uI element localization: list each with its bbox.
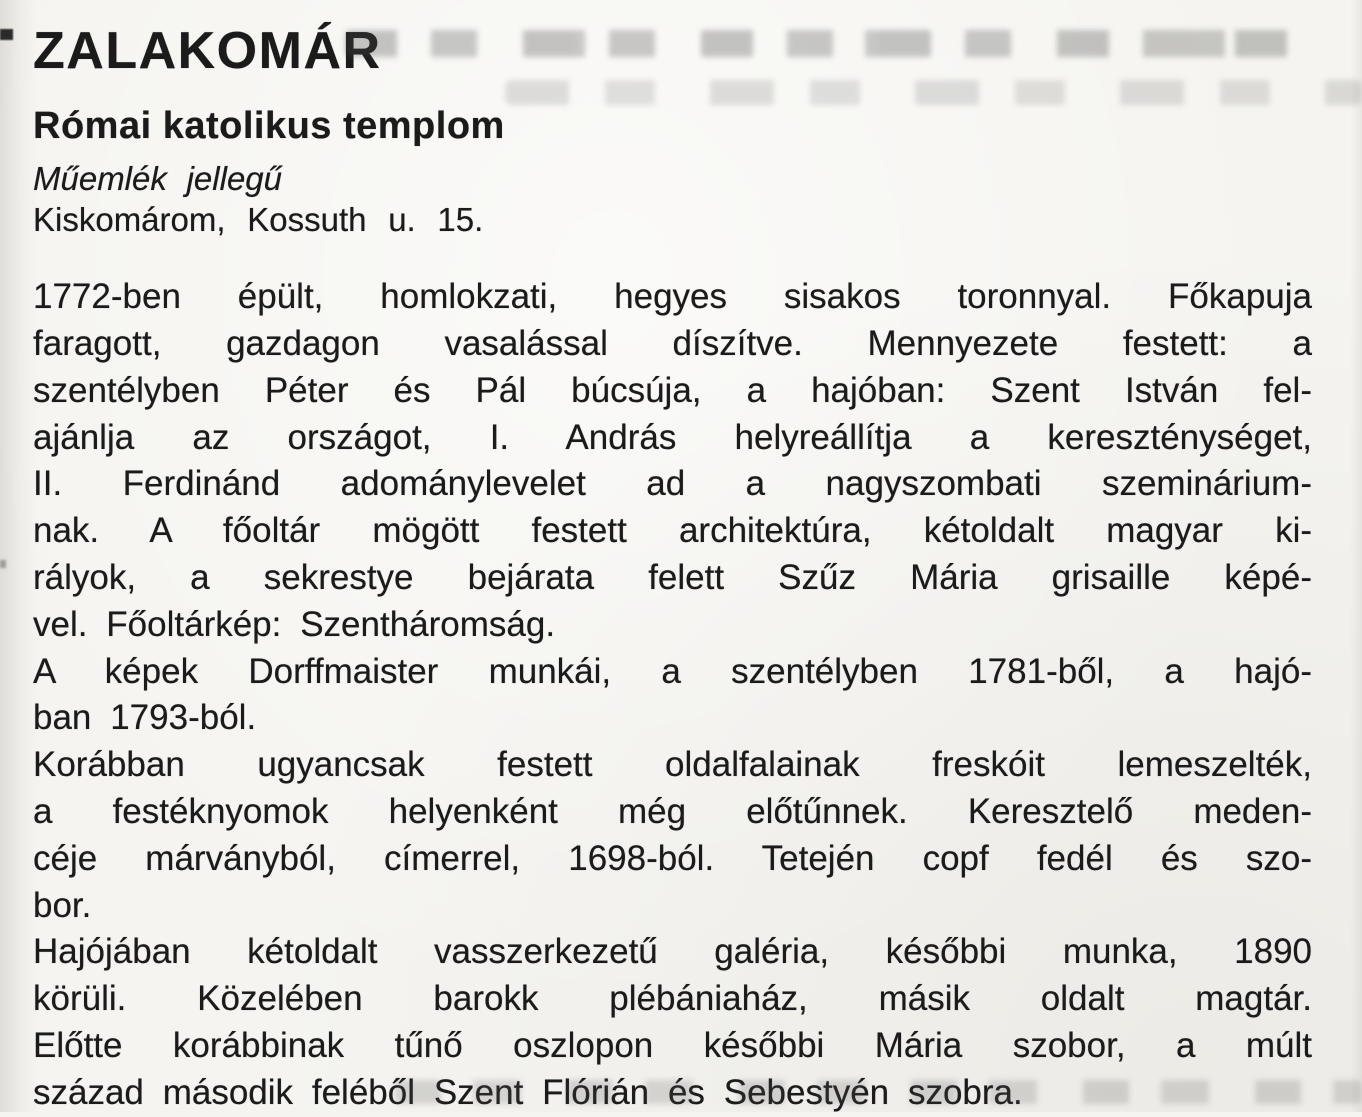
text-line: 1772-ben épült, homlokzati, hegyes sisakos toronnyal. Főkapuja — [33, 277, 1312, 317]
text-line: II. Ferdinánd adománylevelet ad a nagyszombati szeminárium- — [33, 464, 1312, 504]
text-line: ajánlja az országot, I. András helyreállítja a kereszténységet, — [33, 417, 1312, 457]
text-line: szentélyben Péter és Pál búcsúja, a hajóban: Szent István fel- — [33, 370, 1312, 410]
locality-heading: ZALAKOMÁR — [33, 22, 382, 80]
text-line: Hajójában kétoldalt vasszerkezetű galéria, későbbi munka, 1890 — [33, 932, 1312, 972]
text-line: Előtte korábbinak tűnő oszlopon későbbi Mária szobor, a múlt — [33, 1025, 1312, 1065]
address-line: Kiskomárom, Kossuth u. 15. — [33, 200, 484, 238]
monument-title: Római katolikus templom — [33, 104, 505, 147]
page-edge-ink-mark — [0, 29, 13, 40]
text-line: század második feléből Szent Flórián és Sebestyén szobra. — [33, 1072, 1023, 1112]
text-line: A képek Dorffmaister munkái, a szentélyben 1781-ből, a hajó- — [33, 651, 1312, 691]
text-line: körüli. Közelében barokk plébániaház, másik oldalt magtár. — [33, 979, 1312, 1019]
text-line: nak. A főoltár mögött festett architektúra, kétoldalt magyar ki- — [33, 511, 1312, 551]
designation-label: Műemlék jellegű — [33, 159, 283, 197]
text-line: rályok, a sekrestye bejárata felett Szűz Mária grisaille képé- — [33, 557, 1312, 597]
bleed-through-text-top-row-2 — [505, 80, 1362, 105]
text-line: ban 1793-ból. — [33, 698, 257, 738]
page-edge-speck — [0, 560, 6, 568]
text-line: Korábban ugyancsak festett oldalfalainak freskóit lemeszelték, — [33, 745, 1312, 785]
text-line: faragott, gazdagon vasalással díszítve. Mennyezete festett: a — [33, 323, 1312, 363]
text-line: céje márványból, címerrel, 1698-ból. Tetején copf fedél és szo- — [33, 838, 1312, 878]
text-line: a festéknyomok helyenként még előtűnnek. Keresztelő meden- — [33, 791, 1312, 831]
body-text — [33, 274, 1312, 1116]
text-line: vel. Főoltárkép: Szentháromság. — [33, 604, 556, 644]
text-line: bor. — [33, 885, 92, 925]
